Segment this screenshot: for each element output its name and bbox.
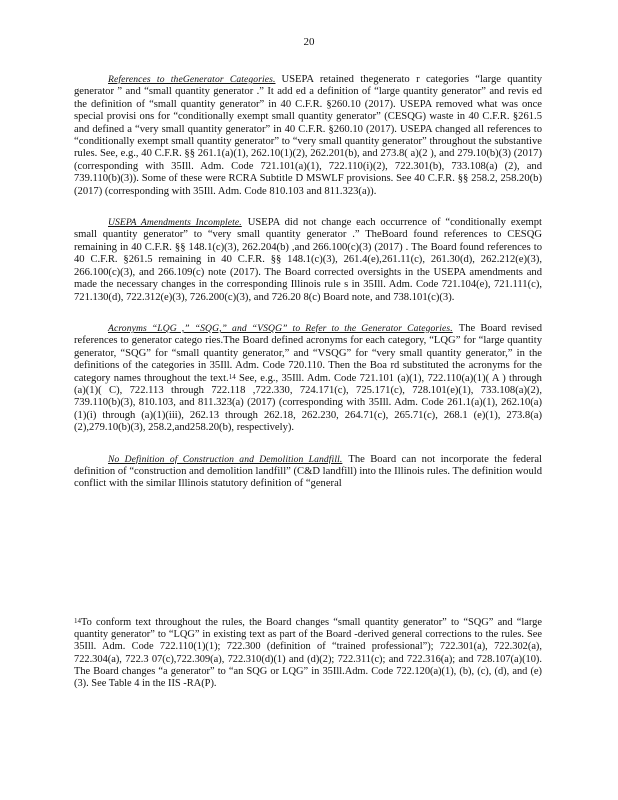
footnote-number: 14 [74, 617, 81, 625]
paragraph-heading: References to theGenerator Categories. [108, 74, 276, 85]
paragraph-text: USEPA retained thegenerato r categories “large quantity generator ” and “small quantity generator .” It add ed a definition of “large quantity generator” and revis ed the definition of “small quantity generator” in 40 C.F.R. §260.10 (2017). USEPA removed what was once special provisi ons for “conditionally exempt small quantity generator” (CESQG) waste in 40 C.F.R. §261.5 and defined a “very small quantity generator” in 40 C.F.R. §260.10 (2017). USEPA changed all references to “conditionally exempt small quantity generator” to “very small quantity generator” throughout the substantive rules. See, e.g., 40 C.F.R. §§ 261.1(a)(1), 262.10(1)(2), 262.201(b), and 273.8( a)(2 ), and 279.10(b)(3) (2017) (corresponding with 35Ill. Adm. Code 721.101(a)(1), 722.110(i)(2), 722.301(b), 733.108(a) (2), and 739.110(b)(3)). Some of these were RCRA Subtitle D MSWLF provisions. See 40 C.F.R. §§ 258.2, 258.20(b) (2017) (corresponding with 35Ill. Adm. Code 810.103 and 811.323(a)). [74, 74, 543, 197]
footnote [74, 617, 542, 690]
paragraph-amendments [74, 217, 542, 304]
paragraph-acronyms [74, 323, 542, 435]
paragraph-heading: Acronyms “LQG ,” “SQG,” and “VSQG” to Refer to the Generator Categories. [108, 322, 453, 334]
footnote-reference: 14 [228, 372, 236, 381]
paragraph-heading: No Definition of Construction and Demolition Landfill. [108, 453, 343, 465]
paragraph-text: The Board revised references to generator catego ries.The Board defined acronyms for each category, “LQG” for “large quantity generator, “SQG” for “small quantity generator,” and “VSQG” for “very small quantity generator,” in the definitions of the categories in 35Ill. Adm. Code 720.110. Then the Boa rd substituted the acronyms for the category names throughout the text. [74, 322, 542, 384]
page-number: 20 [303, 36, 315, 48]
document-body [74, 74, 542, 510]
paragraph-heading: USEPA Amendments Incomplete. [108, 217, 242, 229]
paragraph-text: USEPA did not change each occurrence of “conditionally exempt small quantity generator” to “very small quantity generator .” TheBoard found references to CESQG remaining in 40 C.F.R. §§ 148.1(c)(3), 262.204(b) ,and 266.100(c)(3) (2017) . The Board found references to 40 C.F.R. §261.5 remaining in 40 C.F.R. §§ 148.1(c)(3), 261.4(e),261.11(c), 261.30(d), 262.212(e)(3), 266.100(c)(3), and 266.109(c) note (2017). The Board corrected oversights in the USEPA amendments and made the necessary changes in the corresponding Illinois rule s in 35Ill. Adm. Code 721.104(e), 721.111(c), 721.130(d), 722.312(e)(3), 726.200(c)(3), and 726.20 8(c) Board note, and 738.101(c)(3). [74, 217, 542, 303]
paragraph-cd-landfill [74, 454, 542, 491]
paragraph-text-continued: See, e.g., 35Ill. Adm. Code 721.101 (a)(1), 722.110(a)(1)( A ) through (a)(1)( C), 722.113 through 722.118 ,722.330, 724.171(c), 725.171(c), 728.101(e)(1), 733.108(a)(2), 739.110(b)(3), 810.103, and 811.323(a) (2017) (corresponding with 35Ill. Adm. Code 261.1(a)(1), 262.10(a)(1)(i) through (a)(1)(iii), 262.13 through 262.18, 262.230, 264.71(c), 265.71(c), 268.1 (e)(1), 273.8(a)(2),279.10(b)(3), 258.2,and258.20(b), respectively). [74, 372, 542, 434]
paragraph-references [74, 74, 542, 198]
paragraph-text: The Board can not incorporate the federal definition of “construction and demolition landfill” (C&D landfill) into the Illinois rules. The definition would conflict with the similar Illinois statutory definition of “general [74, 453, 542, 490]
footnote-text: To conform text throughout the rules, the Board changes “small quantity generator” to “SQG” and “large quantity generator” to “LQG” in existing text as part of the Board -derived general corrections to the rules. See 35Ill. Adm. Code 722.110(1)(1); 722.300 (definition of “trained professional”); 722.301(a), 722.302(a), 722.304(a), 722.3 07(c),722.309(a), 722.310(d)(1) and (d)(2); 722.311(c); and 722.316(a); and 728.107(a)(10). The Board changes “a generator” to “an SQG or LQG” in 35Ill.Adm. Code 722.120(a)(1), (b), (c), (d), and (e)(3). See Table 4 in the IIS -RA(P). [74, 617, 542, 690]
